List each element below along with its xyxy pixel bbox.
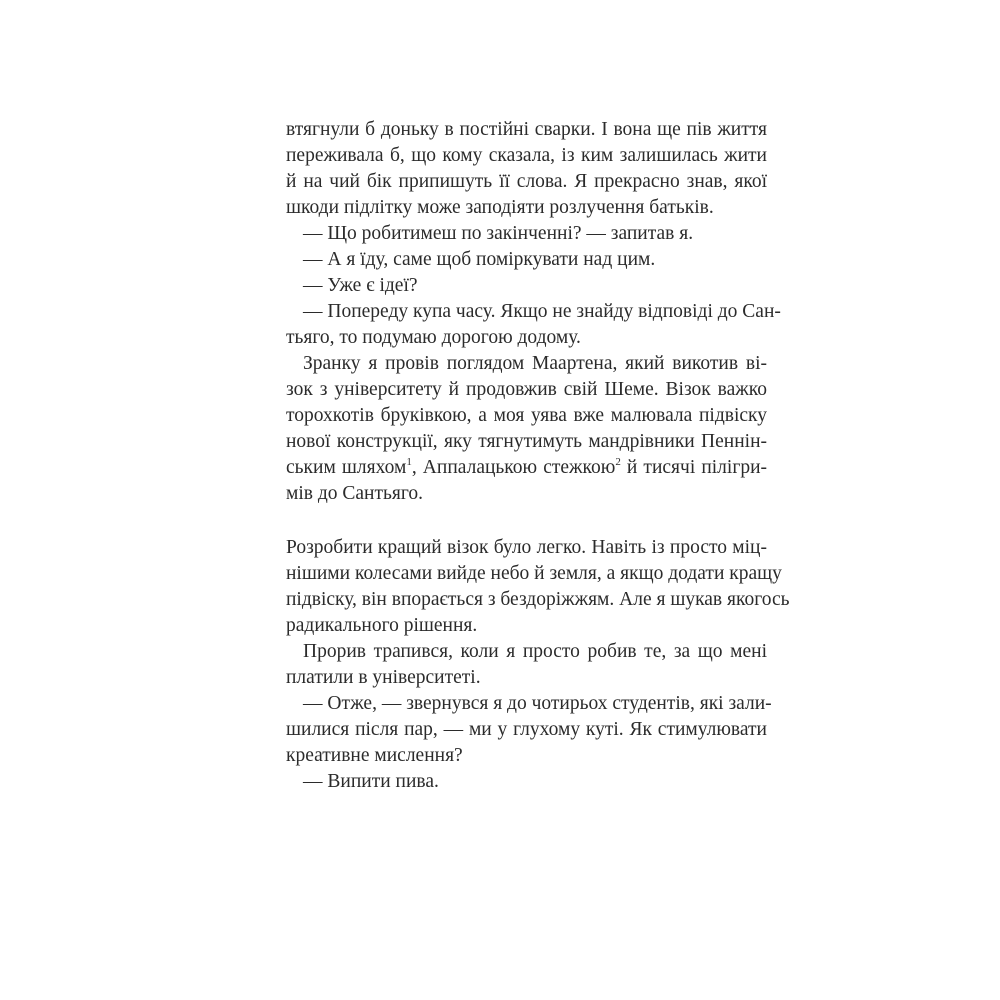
text-line: торохкотів бруківкою, а моя уява вже малювала підвіску	[286, 405, 767, 426]
dialogue-line: — Уже є ідеї?	[303, 275, 418, 296]
text-line: шилися після пар, — ми у глухому куті. Як стимулювати	[286, 719, 767, 740]
text-line: підвіску, він впорається з бездоріжжям. Але я шукав якогось	[286, 589, 790, 610]
text-line: Прорив трапився, коли я просто робив те, за що мені	[303, 641, 767, 662]
text-line: втягнули б доньку в постійні сварки. І вона ще пів життя	[286, 119, 767, 140]
text-line: мів до Сантьяго.	[286, 483, 424, 504]
dialogue-line: — Що робитимеш по закінченні? — запитав я.	[303, 223, 694, 244]
text-fragment: , Аппалацькою стежкою	[411, 457, 616, 478]
dialogue-line: — А я їду, саме щоб поміркувати над цим.	[303, 249, 656, 270]
dialogue-line: — Випити пива.	[303, 771, 439, 792]
text-line: Зранку я провів поглядом Маартена, який викотив ві-	[303, 353, 767, 374]
footnote-ref: 2	[615, 456, 621, 468]
text-line: нішими колесами вийде небо й земля, а якщо додати кращу	[286, 563, 782, 584]
footnote-ref: 1	[406, 456, 412, 468]
text-line: тьяго, то подумаю дорогою додому.	[286, 327, 581, 348]
text-fragment: ським шляхом	[286, 457, 407, 478]
dialogue-line: — Отже, — звернувся я до чотирьох студентів, які зали-	[303, 693, 772, 714]
text-line: Розробити кращий візок було легко. Навіть із просто міц-	[286, 537, 767, 558]
text-fragment: й тисячі пілігри-	[620, 457, 768, 478]
text-line-with-footnote-refs	[286, 455, 767, 481]
text-line: й на чий бік припишуть її слова. Я прекрасно знав, якої	[286, 171, 767, 192]
text-line: креативне мислення?	[286, 745, 463, 766]
text-line: радикального рішення.	[286, 615, 478, 636]
text-line: шкоди підлітку може заподіяти розлучення батьків.	[286, 197, 714, 218]
text-line: нової конструкції, яку тягнутимуть мандрівники Пеннін-	[286, 431, 767, 452]
dialogue-line: — Попереду купа часу. Якщо не знайду відповіді до Сан-	[303, 301, 781, 322]
text-line: переживала б, що кому сказала, із ким залишилась жити	[286, 145, 767, 166]
text-line: зок з університету й продовжив свій Шеме. Візок важко	[286, 379, 767, 400]
text-line: платили в університеті.	[286, 667, 481, 688]
